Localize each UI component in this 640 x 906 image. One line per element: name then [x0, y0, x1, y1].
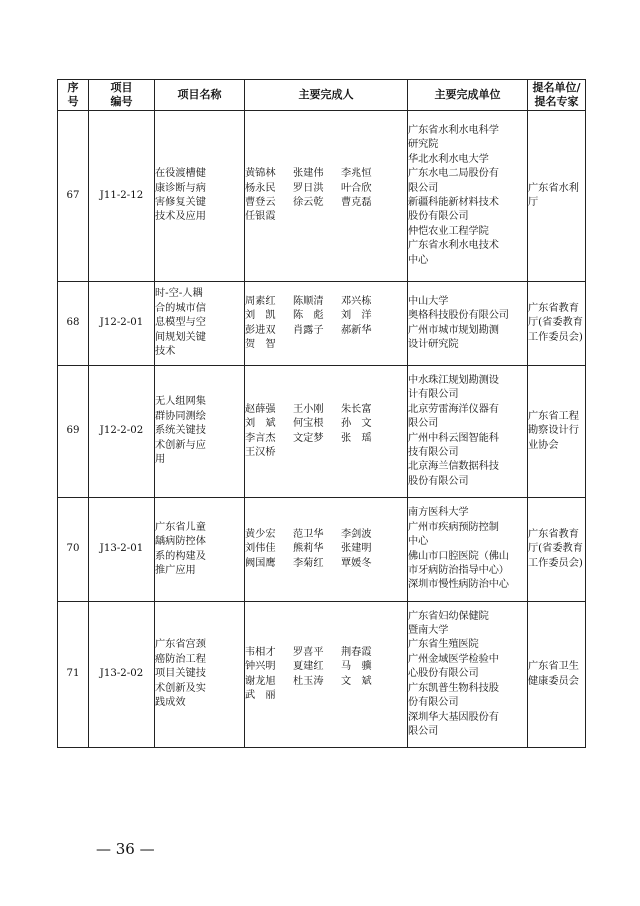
contributor-name: 武 丽	[245, 689, 276, 701]
contributor-name: 张建明	[341, 543, 372, 555]
unit-line: 仲恺农业工程学院	[408, 225, 489, 237]
table-row	[58, 282, 586, 366]
table-row	[58, 366, 586, 498]
project-code-cell	[89, 602, 155, 748]
project-name-cell	[155, 111, 245, 282]
nominator-line: 工作委员会)	[528, 557, 583, 569]
contributor-name: 钟兴明	[245, 661, 276, 673]
contributor-name: 徐云乾	[293, 197, 324, 208]
unit-line: 中心	[408, 254, 429, 266]
contributor-name: 熊莉华	[293, 543, 324, 555]
serial-number-cell	[58, 366, 89, 498]
unit-line: 广州市城市规划勘测	[408, 324, 499, 336]
unit-line: 深圳市慢性病防治中心	[408, 579, 509, 591]
unit-line: 广州市疾病预防控制	[408, 521, 499, 533]
unit-line: 佛山市口腔医院（佛山	[408, 550, 509, 562]
project-name-cell	[155, 498, 245, 602]
unit-line: 深圳华大基因股份有	[408, 711, 499, 723]
contributor-row	[245, 417, 407, 431]
project-name-line: 术创新及实	[155, 682, 206, 694]
nominator-cell	[528, 602, 586, 748]
header-main-contributors: 主要完成人	[245, 80, 408, 111]
contributors-cell	[245, 111, 408, 282]
header-main-units: 主要完成单位	[408, 80, 528, 111]
contributor-name: 陈 彪	[293, 310, 324, 322]
project-name-line: 群协同测绘	[155, 410, 206, 422]
serial-number: 68	[66, 317, 80, 329]
project-code: J13-2-01	[99, 543, 144, 555]
unit-line: 份有限公司	[408, 697, 459, 709]
contributor-name: 刘 凯	[245, 310, 276, 322]
unit-line: 技有限公司	[408, 446, 459, 458]
contributor-row	[245, 295, 407, 309]
unit-line: 中心	[408, 536, 429, 548]
contributor-name: 王汉桥	[245, 446, 276, 458]
nominator-line: 厅	[528, 197, 539, 208]
unit-line: 北京劳雷海洋仪器有	[408, 403, 499, 415]
contributor-row	[245, 210, 407, 224]
project-name-cell	[155, 366, 245, 498]
header-project-name: 项目名称	[155, 80, 245, 111]
project-name-line: 广东省宫颈	[155, 639, 206, 651]
nominator-cell	[528, 111, 586, 282]
contributor-row	[245, 689, 407, 703]
contributor-name: 朱长富	[341, 403, 372, 415]
project-name-line: 害修复关键	[155, 197, 206, 208]
serial-number-cell	[58, 111, 89, 282]
serial-number: 67	[66, 189, 80, 201]
project-name-line: 息模型与空	[155, 317, 206, 329]
contributor-name: 彭进双	[245, 324, 276, 336]
nominator-line: 广东省教育	[528, 528, 579, 540]
unit-line: 计有限公司	[408, 389, 459, 401]
unit-line: 限公司	[408, 182, 439, 194]
nominator-line: 广东省卫生	[528, 661, 579, 673]
units-cell	[408, 498, 528, 602]
contributor-name: 文定梦	[293, 432, 324, 444]
units-cell	[408, 602, 528, 748]
contributor-row	[245, 196, 407, 210]
nominator-line: 厅(省委教育	[528, 317, 583, 329]
contributor-row	[245, 182, 407, 196]
contributor-row	[245, 403, 407, 417]
project-name-line: 广东省儿童	[155, 521, 206, 533]
project-code-cell	[89, 366, 155, 498]
project-code-cell	[89, 282, 155, 366]
contributor-row	[245, 324, 407, 338]
contributor-name: 王小刚	[293, 403, 324, 415]
contributor-name: 贺 智	[245, 338, 276, 350]
contributor-name: 荆春霞	[341, 646, 372, 658]
project-name-cell	[155, 282, 245, 366]
unit-line: 广东凯普生物科技股	[408, 682, 499, 694]
unit-line: 广东省水利水电科学	[408, 124, 499, 136]
contributor-row	[245, 528, 407, 542]
unit-line: 限公司	[408, 725, 439, 737]
project-name-line: 康诊断与病	[155, 182, 206, 194]
serial-number: 71	[66, 668, 80, 680]
contributor-row	[245, 646, 407, 660]
unit-line: 中水珠江规划勘测设	[408, 374, 499, 386]
project-name-line: 术创新与应	[155, 439, 206, 451]
project-code-cell	[89, 498, 155, 602]
project-code: J12-2-01	[99, 317, 144, 329]
unit-line: 新疆科能新材料技术	[408, 197, 499, 208]
contributor-name: 李兆恒	[341, 168, 372, 180]
contributor-name: 杨永民	[245, 182, 276, 194]
unit-line: 心股份有限公司	[408, 668, 479, 680]
project-name-line: 无人组网集	[155, 396, 206, 408]
contributor-row	[245, 542, 407, 556]
contributor-name: 陈顺清	[293, 295, 324, 307]
project-name-cell	[155, 602, 245, 748]
project-name-line: 系统关键技	[155, 425, 206, 437]
project-name-line: 间规划关键	[155, 331, 206, 343]
project-code-cell	[89, 111, 155, 282]
contributor-name: 杜玉涛	[293, 675, 324, 687]
contributor-name: 张 瑶	[341, 432, 372, 444]
contributor-row	[245, 675, 407, 689]
project-code: J13-2-02	[99, 668, 144, 680]
nominator-cell	[528, 366, 586, 498]
table-body	[58, 111, 586, 748]
table-row	[58, 111, 586, 282]
contributor-name: 韦相才	[245, 646, 276, 658]
contributor-name: 张建伟	[293, 168, 324, 180]
unit-line: 股份有限公司	[408, 211, 469, 223]
nominator-line: 业协会	[528, 439, 559, 451]
nominator-line: 广东省工程	[528, 410, 579, 422]
contributor-name: 范卫华	[293, 528, 324, 540]
contributors-cell	[245, 602, 408, 748]
unit-line: 暨南大学	[408, 625, 449, 637]
contributor-name: 黄锦林	[245, 168, 276, 180]
project-code: J12-2-02	[99, 425, 144, 437]
contributor-row	[245, 660, 407, 674]
project-name-line: 时-空-人耦	[155, 288, 203, 300]
contributor-name: 阙国鹰	[245, 557, 276, 569]
contributor-name: 肖露子	[293, 324, 324, 336]
table-row	[58, 602, 586, 748]
project-name-line: 技术	[155, 346, 176, 358]
contributor-name: 刘伟佳	[245, 543, 276, 555]
contributors-cell	[245, 282, 408, 366]
contributor-name: 李言杰	[245, 432, 276, 444]
contributor-name: 罗喜平	[293, 646, 324, 658]
unit-line: 设计研究院	[408, 338, 459, 350]
unit-line: 北京海兰信数据科技	[408, 461, 499, 473]
project-name-line: 癌防治工程	[155, 653, 206, 665]
nominator-line: 勘察设计行	[528, 425, 579, 437]
contributor-name: 何宝根	[293, 418, 324, 430]
nominator-line: 工作委员会)	[528, 331, 583, 343]
project-name-line: 龋病防控体	[155, 536, 206, 548]
project-name-line: 系的构建及	[155, 550, 206, 562]
contributor-name: 刘 洋	[341, 310, 372, 322]
unit-line: 广东省水利水电技术	[408, 240, 499, 252]
contributor-name: 谢龙旭	[245, 675, 276, 687]
project-name-line: 项目关键技	[155, 668, 206, 680]
serial-number: 69	[66, 425, 80, 437]
unit-line: 股份有限公司	[408, 475, 469, 487]
project-name-line: 合的城市信	[155, 302, 206, 314]
unit-line: 广州中科云图智能科	[408, 432, 499, 444]
unit-line: 市牙病防治指导中心）	[408, 564, 509, 576]
nominator-line: 广东省水利	[528, 182, 579, 194]
contributor-name: 叶合欣	[341, 182, 372, 194]
nominator-line: 厅(省委教育	[528, 543, 583, 555]
contributor-name: 李剑波	[341, 528, 372, 540]
unit-line: 广州金域医学检验中	[408, 653, 499, 665]
units-cell	[408, 366, 528, 498]
nominator-line: 广东省教育	[528, 302, 579, 314]
award-projects-table	[57, 79, 586, 748]
contributor-name: 周素红	[245, 295, 276, 307]
unit-line: 中山大学	[408, 295, 449, 307]
unit-line: 广东省妇幼保健院	[408, 610, 489, 622]
project-name-line: 在役渡槽健	[155, 168, 206, 180]
contributor-name: 覃媛冬	[341, 557, 372, 569]
serial-number-cell	[58, 498, 89, 602]
nominator-line: 健康委员会	[528, 675, 579, 687]
units-cell	[408, 282, 528, 366]
contributors-cell	[245, 366, 408, 498]
contributor-row	[245, 557, 407, 571]
project-name-line: 推广应用	[155, 564, 196, 576]
contributor-name: 马 骥	[341, 661, 372, 673]
nominator-cell	[528, 282, 586, 366]
table-header-row	[58, 80, 586, 111]
contributor-name: 孙 文	[341, 418, 372, 430]
contributor-name: 邓兴栋	[341, 295, 372, 307]
serial-number-cell	[58, 282, 89, 366]
unit-line: 南方医科大学	[408, 507, 469, 519]
contributor-name: 罗日洪	[293, 182, 324, 194]
unit-line: 广东水电二局股份有	[408, 168, 499, 180]
contributor-name: 曹克磊	[341, 197, 372, 208]
contributor-name: 李菊红	[293, 557, 324, 569]
contributor-name: 赵薛强	[245, 403, 276, 415]
page-number: — 36 —	[96, 840, 155, 858]
header-serial-number: 序 号	[58, 80, 89, 111]
contributor-row	[245, 309, 407, 323]
contributor-row	[245, 446, 407, 460]
serial-number-cell	[58, 602, 89, 748]
contributor-row	[245, 338, 407, 352]
contributor-name: 黄少宏	[245, 528, 276, 540]
contributor-name: 郝新华	[341, 324, 372, 336]
contributors-cell	[245, 498, 408, 602]
header-project-code: 项目 编号	[89, 80, 155, 111]
project-name-line: 技术及应用	[155, 211, 206, 223]
project-name-line: 践成效	[155, 697, 186, 709]
project-code: J11-2-12	[99, 189, 144, 201]
contributor-name: 任银霞	[245, 211, 276, 223]
unit-line: 广东省生殖医院	[408, 639, 479, 651]
contributor-row	[245, 167, 407, 181]
units-cell	[408, 111, 528, 282]
contributor-row	[245, 432, 407, 446]
contributor-name: 刘 斌	[245, 418, 276, 430]
header-nominator: 提名单位/ 提名专家	[528, 80, 586, 111]
nominator-cell	[528, 498, 586, 602]
project-name-line: 用	[155, 454, 166, 466]
unit-line: 研究院	[408, 139, 439, 151]
table-row	[58, 498, 586, 602]
contributor-name: 曹登云	[245, 197, 276, 208]
contributor-name: 文 斌	[341, 675, 372, 687]
unit-line: 限公司	[408, 418, 439, 430]
serial-number: 70	[66, 543, 80, 555]
unit-line: 华北水利水电大学	[408, 153, 489, 165]
unit-line: 奥格科技股份有限公司	[408, 310, 509, 322]
contributor-name: 夏建红	[293, 661, 324, 673]
